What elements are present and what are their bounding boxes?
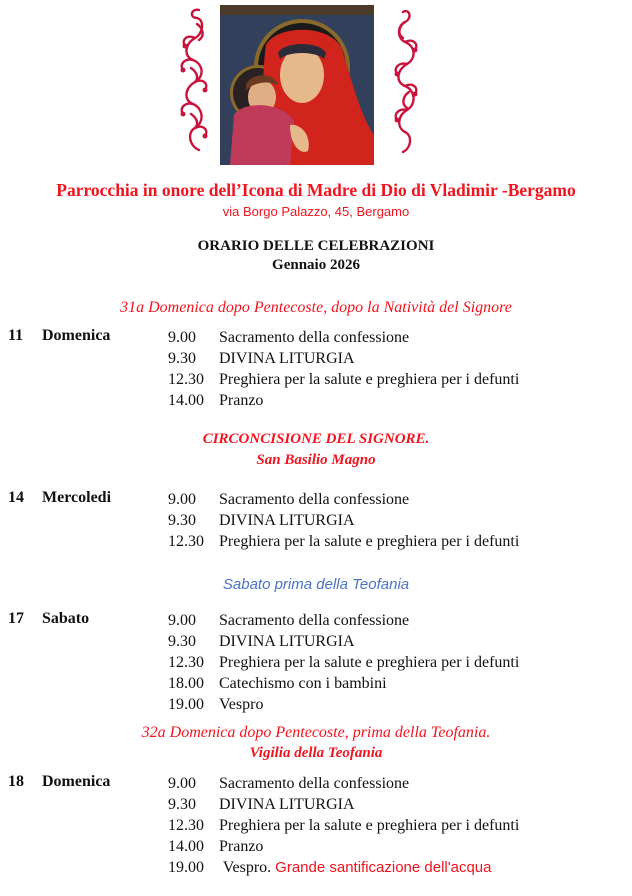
event-row [168, 773, 519, 794]
event-row [168, 610, 519, 631]
event-desc: DIVINA LITURGIA [219, 350, 355, 367]
event-time: 9.30 [168, 633, 196, 650]
event-list [168, 610, 519, 715]
event-desc: Preghiera per la salute e preghiera per i defunti [219, 817, 520, 834]
event-row [168, 510, 519, 531]
event-desc: Vespro. [219, 859, 272, 876]
event-time: 9.00 [168, 329, 196, 346]
event-row [168, 531, 519, 552]
event-row [168, 652, 519, 673]
event-list [168, 773, 519, 878]
event-row [168, 836, 519, 857]
feast-subtitle: San Basilio Magno [256, 452, 376, 468]
scroll-ornament-left-icon [177, 4, 211, 156]
day-name: Domenica [42, 773, 111, 790]
event-row [168, 631, 519, 652]
event-time: 9.30 [168, 350, 196, 367]
event-time: 19.00 [168, 859, 204, 876]
event-time: 9.00 [168, 491, 196, 508]
event-desc: Sacramento della confessione [219, 612, 410, 629]
day-name: Mercoledi [42, 489, 112, 506]
event-list [168, 327, 519, 411]
event-row [168, 369, 519, 390]
event-row [168, 815, 519, 836]
event-time: 19.00 [168, 696, 204, 713]
event-time: 9.30 [168, 512, 196, 529]
event-time: 12.30 [168, 654, 204, 671]
event-list [168, 489, 519, 552]
madonna-icon [220, 5, 374, 165]
feast-title: Sabato prima della Teofania [222, 576, 410, 593]
event-row [168, 673, 519, 694]
event-row [168, 327, 519, 348]
event-row [168, 857, 519, 878]
parish-name: Parrocchia in onore dell’Icona di Madre di Dio di Vladimir -Bergamo [56, 180, 576, 200]
event-row [168, 489, 519, 510]
event-time: 9.00 [168, 612, 196, 629]
event-time: 12.30 [168, 533, 204, 550]
day-number: 11 [8, 327, 24, 344]
feast-title: CIRCONCISIONE DEL SIGNORE. [202, 431, 430, 447]
event-desc: DIVINA LITURGIA [219, 512, 355, 529]
schedule-month: Gennaio 2026 [272, 257, 360, 273]
feast-subtitle: Vigilia della Teofania [249, 745, 383, 761]
day-number: 17 [8, 610, 24, 627]
event-desc: Sacramento della confessione [219, 329, 410, 346]
feast-title: 31a Domenica dopo Pentecoste, dopo la Natività del Signore [120, 299, 512, 316]
event-time: 9.30 [168, 796, 196, 813]
event-desc: Vespro [219, 696, 264, 713]
event-row [168, 694, 519, 715]
event-desc: Catechismo con i bambini [219, 675, 387, 692]
event-time: 14.00 [168, 392, 204, 409]
event-desc: Pranzo [219, 392, 264, 409]
event-time: 18.00 [168, 675, 204, 692]
event-desc: Pranzo [219, 838, 264, 855]
day-number: 18 [8, 773, 24, 790]
event-highlight: Grande santificazione dell'acqua [275, 859, 492, 876]
vladimir-icon-image [220, 5, 374, 165]
event-time: 9.00 [168, 775, 196, 792]
day-number: 14 [8, 489, 24, 506]
day-name: Sabato [42, 610, 90, 627]
event-row [168, 390, 519, 411]
event-desc: Sacramento della confessione [219, 491, 410, 508]
event-desc: Preghiera per la salute e preghiera per i defunti [219, 371, 520, 388]
event-time: 14.00 [168, 838, 204, 855]
event-time: 12.30 [168, 817, 204, 834]
scroll-ornament-right-icon [389, 4, 423, 156]
event-row [168, 794, 519, 815]
event-desc: DIVINA LITURGIA [219, 633, 355, 650]
schedule-title: ORARIO DELLE CELEBRAZIONI [197, 238, 435, 254]
parish-address: via Borgo Palazzo, 45, Bergamo [222, 204, 410, 219]
day-name: Domenica [42, 327, 111, 344]
event-desc: DIVINA LITURGIA [219, 796, 355, 813]
event-time: 12.30 [168, 371, 204, 388]
event-row [168, 348, 519, 369]
event-desc: Sacramento della confessione [219, 775, 410, 792]
feast-title: 32a Domenica dopo Pentecoste, prima della Teofania. [141, 724, 491, 741]
event-desc: Preghiera per la salute e preghiera per i defunti [219, 533, 520, 550]
event-desc: Preghiera per la salute e preghiera per i defunti [219, 654, 520, 671]
